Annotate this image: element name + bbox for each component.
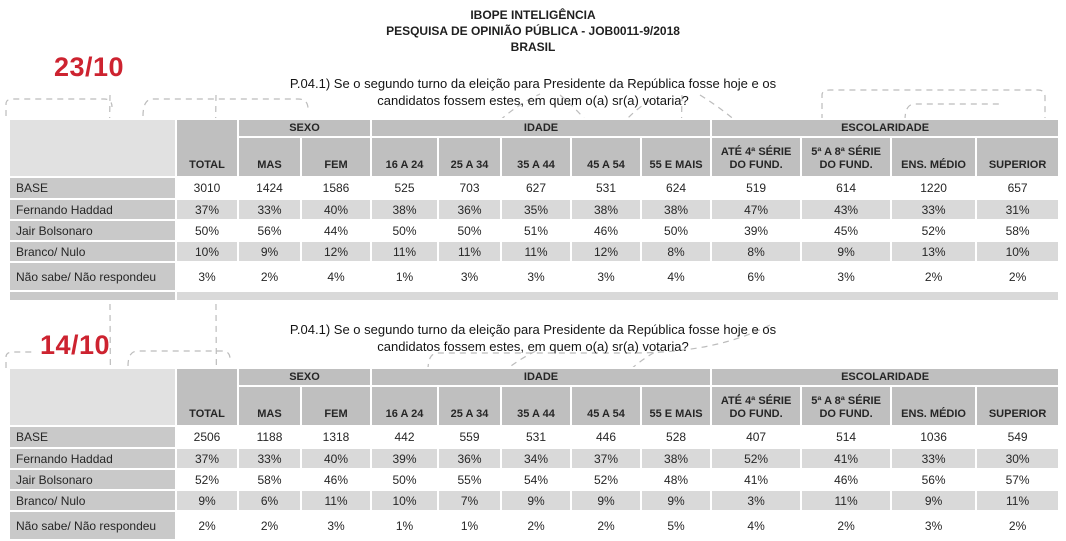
col-header-25a34: 25 A 34	[438, 386, 501, 426]
table-cell: 45%	[801, 220, 891, 241]
table-cell: 6%	[711, 262, 801, 291]
document-header	[0, 7, 1066, 55]
table-cell: 38%	[641, 199, 711, 220]
row-label: Jair Bolsonaro	[9, 469, 176, 490]
table-cell: 39%	[371, 448, 438, 469]
table-cell: 1188	[238, 426, 301, 448]
table-row	[9, 490, 1059, 511]
col-header-superior: SUPERIOR	[976, 137, 1059, 177]
table-cell: 11%	[371, 241, 438, 262]
table-cell: 44%	[301, 220, 371, 241]
question-line: P.04.1) Se o segundo turno da eleição para Presidente da República fosse hoje e os	[289, 322, 777, 337]
table-cell: 39%	[711, 220, 801, 241]
col-group-escolaridade: ESCOLARIDADE	[711, 368, 1059, 386]
table-cell: 3%	[571, 262, 641, 291]
table-cell: 1036	[891, 426, 976, 448]
table-cell: 1318	[301, 426, 371, 448]
table-cell: 2506	[176, 426, 238, 448]
col-header-ate4serie: ATÉ 4ª SÉRIE DO FUND.	[711, 137, 801, 177]
table-cell: 50%	[371, 220, 438, 241]
table-cell: 33%	[891, 448, 976, 469]
corner-cell	[9, 368, 176, 426]
table-cell: 3%	[501, 262, 571, 291]
table-cell: 531	[571, 177, 641, 199]
table-cell: 12%	[301, 241, 371, 262]
col-group-escolaridade: ESCOLARIDADE	[711, 119, 1059, 137]
row-label: Fernando Haddad	[9, 448, 176, 469]
question-line: P.04.1) Se o segundo turno da eleição para Presidente da República fosse hoje e os	[289, 76, 777, 91]
table-cell: 10%	[371, 490, 438, 511]
table-cell: 9%	[801, 241, 891, 262]
table-cell: 3%	[711, 490, 801, 511]
col-header-5a8serie: 5ª A 8ª SÉRIE DO FUND.	[801, 386, 891, 426]
table-cell: 43%	[801, 199, 891, 220]
table-cell: 50%	[176, 220, 238, 241]
table-cell: 3%	[176, 262, 238, 291]
col-group-sexo: SEXO	[238, 368, 371, 386]
table-cell: 50%	[641, 220, 711, 241]
table-cell: 41%	[801, 448, 891, 469]
table-row	[9, 220, 1059, 241]
table-row	[9, 511, 1059, 540]
table-cell: 50%	[371, 469, 438, 490]
table-cell: 11%	[438, 241, 501, 262]
date-annotation-14-10: 14/10	[40, 330, 111, 360]
org-title: IBOPE INTELIGÊNCIA	[470, 8, 596, 22]
table-cell: 30%	[976, 448, 1059, 469]
table-cell: 627	[501, 177, 571, 199]
table-cell: 37%	[571, 448, 641, 469]
table-cell: 48%	[641, 469, 711, 490]
table-cell: 55%	[438, 469, 501, 490]
table-cell: 2%	[891, 262, 976, 291]
table-cell: 35%	[501, 199, 571, 220]
table-cell: 1424	[238, 177, 301, 199]
table-cell: 40%	[301, 199, 371, 220]
table-footer-strip	[9, 291, 1059, 301]
col-header-16a24: 16 A 24	[371, 137, 438, 177]
table-cell: 525	[371, 177, 438, 199]
corner-cell	[9, 119, 176, 177]
table-cell: 57%	[976, 469, 1059, 490]
table-cell: 58%	[238, 469, 301, 490]
table-cell: 46%	[301, 469, 371, 490]
table-cell: 41%	[711, 469, 801, 490]
col-header-fem: FEM	[301, 386, 371, 426]
table-cell: 11%	[976, 490, 1059, 511]
table-cell: 442	[371, 426, 438, 448]
table-cell: 2%	[501, 511, 571, 540]
table-cell: 4%	[641, 262, 711, 291]
table-cell: 519	[711, 177, 801, 199]
table-row	[9, 262, 1059, 291]
table-cell: 36%	[438, 448, 501, 469]
survey-title: PESQUISA DE OPINIÃO PÚBLICA - JOB0011-9/2018	[386, 24, 680, 38]
table-cell: 10%	[976, 241, 1059, 262]
table-row	[9, 448, 1059, 469]
table-cell: 56%	[891, 469, 976, 490]
table-cell: 6%	[238, 490, 301, 511]
table-cell: 9%	[501, 490, 571, 511]
table-row	[9, 177, 1059, 199]
col-header-16a24: 16 A 24	[371, 386, 438, 426]
footer-label-cell	[9, 291, 176, 301]
table-cell: 446	[571, 426, 641, 448]
table-cell: 50%	[438, 220, 501, 241]
col-header-superior: SUPERIOR	[976, 386, 1059, 426]
table-cell: 614	[801, 177, 891, 199]
table-cell: 31%	[976, 199, 1059, 220]
row-label: BASE	[9, 177, 176, 199]
footer-cell	[176, 291, 1059, 301]
table-cell: 3%	[801, 262, 891, 291]
col-header-35a44: 35 A 44	[501, 137, 571, 177]
table-cell: 38%	[371, 199, 438, 220]
question-text-1	[0, 75, 1066, 109]
table-cell: 703	[438, 177, 501, 199]
question-line: candidatos fossem estes, em quem o(a) sr(a) votaria?	[377, 93, 689, 108]
table-cell: 2%	[571, 511, 641, 540]
col-header-35a44: 35 A 44	[501, 386, 571, 426]
col-header-total: TOTAL	[176, 368, 238, 426]
table-cell: 33%	[238, 448, 301, 469]
table-cell: 531	[501, 426, 571, 448]
table-cell: 37%	[176, 199, 238, 220]
table-cell: 528	[641, 426, 711, 448]
table-cell: 5%	[641, 511, 711, 540]
row-label: Não sabe/ Não respondeu	[9, 511, 176, 540]
table-cell: 56%	[238, 220, 301, 241]
table-cell: 3%	[301, 511, 371, 540]
table-cell: 4%	[711, 511, 801, 540]
table-cell: 52%	[711, 448, 801, 469]
poll-table-14-10	[8, 367, 1060, 541]
table-cell: 8%	[711, 241, 801, 262]
table-cell: 2%	[238, 511, 301, 540]
col-group-idade: IDADE	[371, 119, 711, 137]
table-cell: 657	[976, 177, 1059, 199]
table-cell: 13%	[891, 241, 976, 262]
col-header-45a54: 45 A 54	[571, 386, 641, 426]
table-row	[9, 241, 1059, 262]
col-header-5a8serie: 5ª A 8ª SÉRIE DO FUND.	[801, 137, 891, 177]
table-cell: 1%	[371, 511, 438, 540]
col-header-ate4serie: ATÉ 4ª SÉRIE DO FUND.	[711, 386, 801, 426]
table-cell: 54%	[501, 469, 571, 490]
poll-table-23-10	[8, 118, 1060, 302]
table-cell: 46%	[571, 220, 641, 241]
col-header-total: TOTAL	[176, 119, 238, 177]
table-cell: 36%	[438, 199, 501, 220]
table-cell: 52%	[176, 469, 238, 490]
table-cell: 37%	[176, 448, 238, 469]
row-label: Jair Bolsonaro	[9, 220, 176, 241]
table-cell: 1220	[891, 177, 976, 199]
table-cell: 51%	[501, 220, 571, 241]
table-row	[9, 426, 1059, 448]
table-cell: 9%	[176, 490, 238, 511]
table-cell: 47%	[711, 199, 801, 220]
table-cell: 40%	[301, 448, 371, 469]
table-cell: 33%	[891, 199, 976, 220]
col-group-sexo: SEXO	[238, 119, 371, 137]
row-label: Não sabe/ Não respondeu	[9, 262, 176, 291]
table-cell: 7%	[438, 490, 501, 511]
col-header-fem: FEM	[301, 137, 371, 177]
table-cell: 2%	[176, 511, 238, 540]
date-annotation-23-10: 23/10	[54, 52, 125, 82]
col-header-55emais: 55 E MAIS	[641, 386, 711, 426]
col-header-ensmedio: ENS. MÉDIO	[891, 386, 976, 426]
row-label: Branco/ Nulo	[9, 241, 176, 262]
table-cell: 514	[801, 426, 891, 448]
table-cell: 559	[438, 426, 501, 448]
table-cell: 8%	[641, 241, 711, 262]
country-label: BRASIL	[510, 40, 556, 54]
table-cell: 2%	[238, 262, 301, 291]
table-row	[9, 199, 1059, 220]
table-cell: 11%	[301, 490, 371, 511]
table-cell: 10%	[176, 241, 238, 262]
col-header-25a34: 25 A 34	[438, 137, 501, 177]
question-line: candidatos fossem estes, em quem o(a) sr(a) votaria?	[377, 339, 689, 354]
col-header-55emais: 55 E MAIS	[641, 137, 711, 177]
table-cell: 4%	[301, 262, 371, 291]
table-cell: 1%	[438, 511, 501, 540]
table-cell: 3%	[891, 511, 976, 540]
table-cell: 11%	[801, 490, 891, 511]
col-header-mas: MAS	[238, 386, 301, 426]
row-label: Branco/ Nulo	[9, 490, 176, 511]
col-header-mas: MAS	[238, 137, 301, 177]
row-label: BASE	[9, 426, 176, 448]
table-cell: 2%	[976, 511, 1059, 540]
table-cell: 38%	[641, 448, 711, 469]
table-cell: 52%	[571, 469, 641, 490]
table-cell: 11%	[501, 241, 571, 262]
table-cell: 549	[976, 426, 1059, 448]
table-cell: 9%	[571, 490, 641, 511]
table-cell: 34%	[501, 448, 571, 469]
table-cell: 407	[711, 426, 801, 448]
table-cell: 3010	[176, 177, 238, 199]
table-cell: 58%	[976, 220, 1059, 241]
table-cell: 3%	[438, 262, 501, 291]
table-cell: 1%	[371, 262, 438, 291]
table-cell: 38%	[571, 199, 641, 220]
table-cell: 2%	[976, 262, 1059, 291]
col-header-ensmedio: ENS. MÉDIO	[891, 137, 976, 177]
table-cell: 9%	[238, 241, 301, 262]
table-cell: 12%	[571, 241, 641, 262]
col-group-idade: IDADE	[371, 368, 711, 386]
table-row	[9, 469, 1059, 490]
col-header-45a54: 45 A 54	[571, 137, 641, 177]
table-cell: 33%	[238, 199, 301, 220]
row-label: Fernando Haddad	[9, 199, 176, 220]
table-cell: 2%	[801, 511, 891, 540]
table-cell: 52%	[891, 220, 976, 241]
table-cell: 624	[641, 177, 711, 199]
question-text-2	[0, 321, 1066, 355]
table-cell: 9%	[891, 490, 976, 511]
table-cell: 9%	[641, 490, 711, 511]
table-cell: 46%	[801, 469, 891, 490]
table-cell: 1586	[301, 177, 371, 199]
